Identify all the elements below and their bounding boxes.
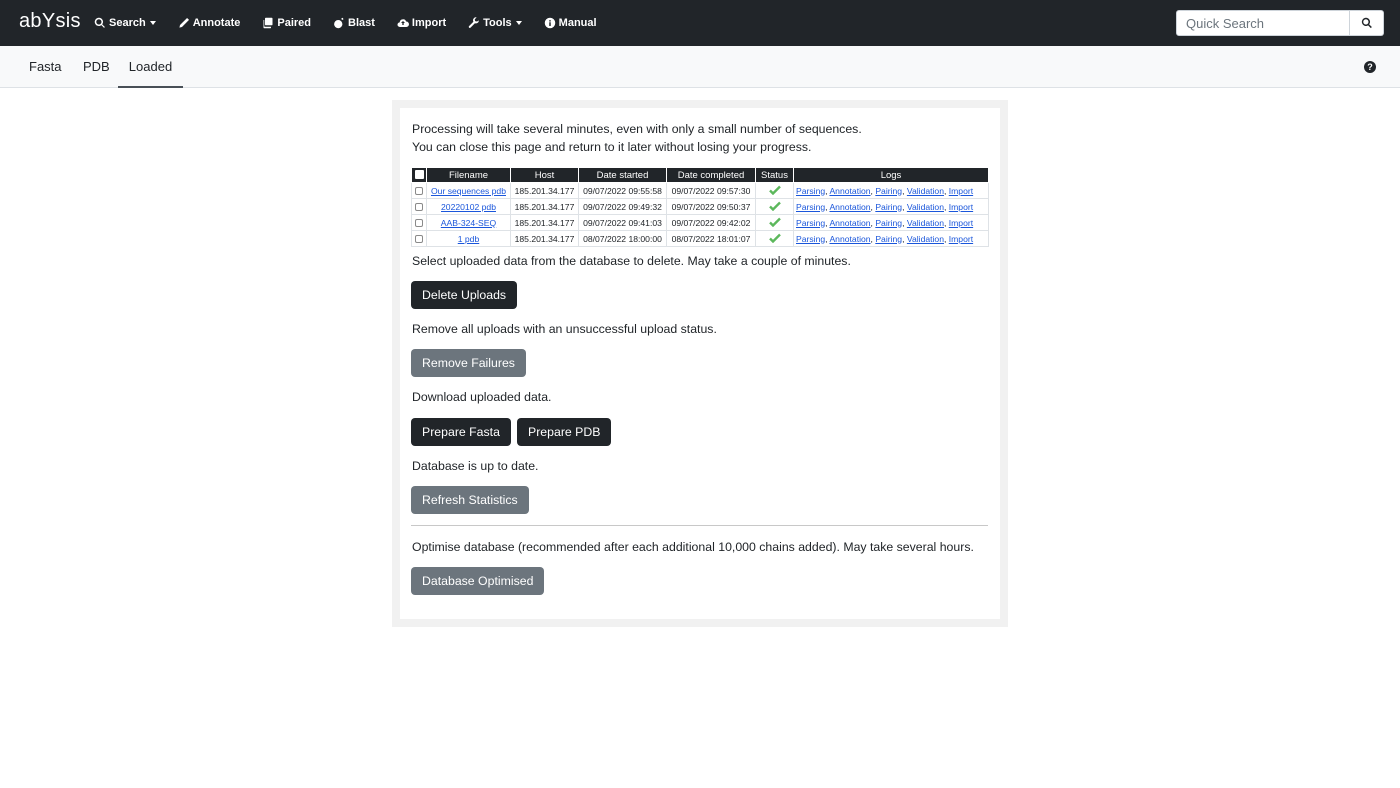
nav-item-label: Tools: [483, 17, 512, 29]
host-cell: 185.201.34.177: [511, 183, 579, 199]
optimise-description: Optimise database (recommended after each additional 10,000 chains added). May take several hours.: [412, 540, 974, 554]
log-link-import[interactable]: Import: [948, 185, 974, 196]
log-link-parsing[interactable]: Parsing: [796, 185, 826, 196]
check-icon: [769, 217, 781, 227]
uploads-table: [411, 167, 989, 247]
status-cell: [756, 231, 794, 247]
check-icon: [769, 233, 781, 243]
log-link-pairing[interactable]: Pairing: [875, 233, 903, 244]
log-link-parsing[interactable]: Parsing: [796, 233, 826, 244]
filename-link[interactable]: 1 pdb: [457, 233, 480, 244]
table-row: [412, 215, 989, 231]
table-header-row: [412, 168, 989, 183]
status-cell: [756, 199, 794, 215]
log-link-validation[interactable]: Validation: [906, 233, 944, 244]
remove-failures-button[interactable]: Remove Failures: [411, 349, 526, 377]
remove-description: Remove all uploads with an unsuccessful upload status.: [412, 322, 717, 336]
nav-item-label: Search: [109, 17, 146, 29]
tab-loaded[interactable]: Loaded: [118, 46, 183, 88]
log-link-import[interactable]: Import: [948, 233, 974, 244]
table-row: [412, 183, 989, 199]
brand-logo[interactable]: abYsis: [19, 10, 81, 32]
filename-link[interactable]: AAB-324-SEQ: [440, 217, 497, 228]
row-select-cell: [412, 199, 427, 215]
column-header: Logs: [794, 168, 989, 183]
filename-cell: [427, 215, 511, 231]
table-row: [412, 231, 989, 247]
row-select-cell: [412, 183, 427, 199]
nav-item-label: Blast: [348, 17, 375, 29]
tab-pdb[interactable]: PDB: [83, 59, 110, 74]
log-link-pairing[interactable]: Pairing: [875, 201, 903, 212]
row-select-cell: [412, 215, 427, 231]
section-divider: [411, 525, 988, 526]
date-completed-cell: 09/07/2022 09:57:30: [667, 183, 756, 199]
date-completed-cell: 08/07/2022 18:01:07: [667, 231, 756, 247]
row-checkbox[interactable]: [415, 203, 423, 211]
select-all-cell: [412, 168, 427, 183]
database-optimised-button[interactable]: Database Optimised: [411, 567, 544, 595]
column-header: Status: [756, 168, 794, 183]
status-cell: [756, 215, 794, 231]
nav-item-manual[interactable]: [544, 17, 597, 29]
nav-item-label: Paired: [277, 17, 312, 29]
log-link-parsing[interactable]: Parsing: [796, 217, 826, 228]
info-circle-icon: [544, 17, 556, 29]
log-link-validation[interactable]: Validation: [906, 217, 944, 228]
column-header: Filename: [427, 168, 511, 183]
nav-item-search[interactable]: [94, 17, 156, 29]
filename-link[interactable]: Our sequences pdb: [430, 185, 506, 196]
chevron-down-icon: [150, 21, 156, 25]
search-icon: [1361, 17, 1373, 29]
status-cell: [756, 183, 794, 199]
top-navbar: [0, 0, 1400, 46]
wrench-icon: [468, 17, 480, 29]
intro-text-line2: You can close this page and return to it later without losing your progress.: [412, 140, 812, 154]
date-started-cell: 08/07/2022 18:00:00: [579, 231, 667, 247]
sub-navigation: [0, 46, 1400, 88]
nav-item-tools[interactable]: [468, 17, 522, 29]
nav-item-annotate[interactable]: [178, 17, 241, 29]
logs-cell: Parsing, Annotation, Pairing, Validation, Import: [794, 231, 989, 247]
row-checkbox[interactable]: [415, 235, 423, 243]
log-link-pairing[interactable]: Pairing: [875, 217, 903, 228]
date-completed-cell: 09/07/2022 09:50:37: [667, 199, 756, 215]
search-icon: [94, 17, 106, 29]
quick-search-button[interactable]: [1350, 10, 1384, 36]
filename-cell: [427, 231, 511, 247]
logs-cell: Parsing, Annotation, Pairing, Validation, Import: [794, 215, 989, 231]
date-started-cell: 09/07/2022 09:55:58: [579, 183, 667, 199]
logs-cell: Parsing, Annotation, Pairing, Validation, Import: [794, 183, 989, 199]
date-completed-cell: 09/07/2022 09:42:02: [667, 215, 756, 231]
row-checkbox[interactable]: [415, 219, 423, 227]
host-cell: 185.201.34.177: [511, 215, 579, 231]
table-row: [412, 199, 989, 215]
bomb-icon: [333, 17, 345, 29]
delete-uploads-button[interactable]: Delete Uploads: [411, 281, 517, 309]
column-header: Host: [511, 168, 579, 183]
host-cell: 185.201.34.177: [511, 231, 579, 247]
select-all-checkbox[interactable]: [415, 170, 424, 179]
date-started-cell: 09/07/2022 09:49:32: [579, 199, 667, 215]
log-link-validation[interactable]: Validation: [906, 201, 944, 212]
nav-item-label: Annotate: [192, 17, 241, 29]
nav-item-label: Import: [411, 17, 447, 29]
download-description: Download uploaded data.: [412, 390, 552, 404]
quick-search-input[interactable]: [1176, 10, 1350, 36]
refresh-statistics-button[interactable]: Refresh Statistics: [411, 486, 529, 514]
row-select-cell: [412, 231, 427, 247]
check-icon: [769, 201, 781, 211]
host-cell: 185.201.34.177: [511, 199, 579, 215]
log-link-annotation[interactable]: Annotation: [829, 233, 871, 244]
pencil-icon: [178, 17, 190, 29]
intro-text-line1: Processing will take several minutes, even with only a small number of sequences.: [412, 122, 862, 136]
nav-item-blast[interactable]: [333, 17, 375, 29]
column-header: Date completed: [667, 168, 756, 183]
nav-item-import[interactable]: [397, 17, 446, 29]
tab-fasta[interactable]: Fasta: [29, 59, 62, 74]
quick-search: [1176, 10, 1384, 36]
filename-link[interactable]: 20220102 pdb: [441, 201, 496, 212]
delete-description: Select uploaded data from the database to delete. May take a couple of minutes.: [412, 254, 851, 268]
filename-cell: [427, 183, 511, 199]
prepare-pdb-button[interactable]: Prepare PDB: [517, 418, 611, 446]
database-status-text: Database is up to date.: [412, 459, 539, 473]
log-link-parsing[interactable]: Parsing: [796, 201, 826, 212]
prepare-fasta-button[interactable]: Prepare Fasta: [411, 418, 511, 446]
logs-cell: Parsing, Annotation, Pairing, Validation, Import: [794, 199, 989, 215]
nav-item-paired[interactable]: [262, 17, 311, 29]
log-link-annotation[interactable]: Annotation: [829, 201, 871, 212]
column-header: Date started: [579, 168, 667, 183]
cloud-upload-icon: [397, 17, 409, 29]
row-checkbox[interactable]: [415, 187, 423, 195]
log-link-import[interactable]: Import: [948, 201, 974, 212]
date-started-cell: 09/07/2022 09:41:03: [579, 215, 667, 231]
check-icon: [769, 185, 781, 195]
log-link-annotation[interactable]: Annotation: [829, 217, 871, 228]
nav-menu: [94, 0, 619, 46]
log-link-import[interactable]: Import: [948, 217, 974, 228]
nav-item-label: Manual: [558, 17, 597, 29]
copy-icon: [262, 17, 274, 29]
help-icon[interactable]: ?: [1364, 61, 1376, 73]
log-link-pairing[interactable]: Pairing: [875, 185, 903, 196]
log-link-validation[interactable]: Validation: [906, 185, 944, 196]
log-link-annotation[interactable]: Annotation: [829, 185, 871, 196]
chevron-down-icon: [516, 21, 522, 25]
filename-cell: [427, 199, 511, 215]
